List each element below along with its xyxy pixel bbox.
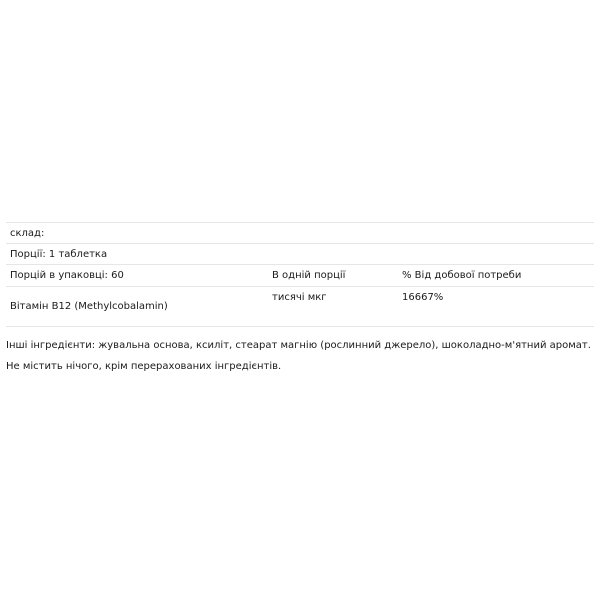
supplement-facts-table xyxy=(6,222,594,327)
amount-per-serving-header: В одній порції xyxy=(272,270,346,281)
daily-value-header: % Від добової потреби xyxy=(402,270,522,281)
composition-row xyxy=(6,223,594,244)
other-ingredients-text: Інші інгредієнти: жувальна основа, ксиліт, стеарат магнію (рослинний джерело), шоколадно-м'ятний аромат. xyxy=(6,340,591,351)
composition-label: склад: xyxy=(10,227,45,239)
serving-size-row xyxy=(6,244,594,265)
servings-per-container: Порцій в упаковці: 60 xyxy=(10,270,124,281)
disclaimer-text: Не містить нічого, крім перерахованих інгредієнтів. xyxy=(6,361,282,372)
header-row xyxy=(6,265,594,287)
serving-size: Порції: 1 таблетка xyxy=(10,248,108,260)
ingredient-name: Вітамін B12 (Methylcobalamin) xyxy=(10,301,168,312)
ingredient-amount: тисячі мкг xyxy=(272,292,327,303)
ingredient-daily-value: 16667% xyxy=(402,292,444,303)
ingredient-row xyxy=(6,287,594,327)
